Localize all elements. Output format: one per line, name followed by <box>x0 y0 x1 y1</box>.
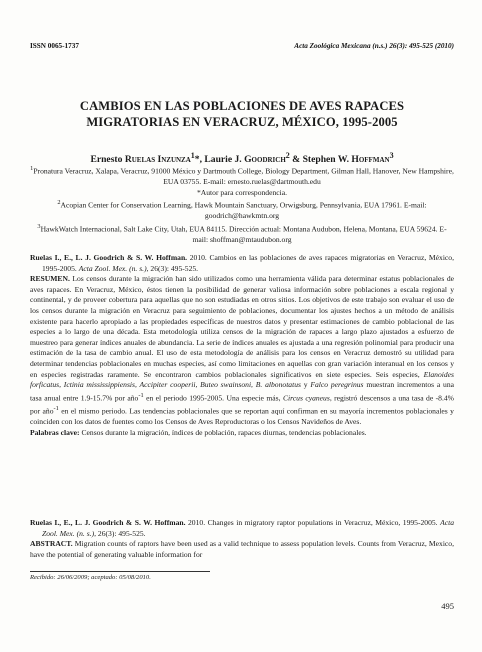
affiliation-2 <box>30 198 454 222</box>
affiliation-3-sup: 3 <box>37 223 41 231</box>
author-1-mark: *, <box>194 154 205 166</box>
palabras-clave-text: Censos durante la migración, índices de población, rapaces diurnas, tendencias poblacionales. <box>79 427 367 437</box>
spanish-abstract <box>30 253 454 438</box>
spanish-citation <box>30 253 454 274</box>
resumen-text-2: muestran incrementos a una tasa anual entre 1.9-15.7% por año <box>30 380 455 403</box>
article-title <box>30 98 454 130</box>
spanish-citation-text: 2010. Cambios en las poblaciones de aves rapaces migratorias en Veracruz, México, 1995-2005. <box>42 253 454 273</box>
palabras-clave <box>30 428 454 439</box>
affiliation-3 <box>30 222 454 246</box>
author-3-first: Stephen W. <box>302 154 352 166</box>
correspondence-note <box>30 188 454 199</box>
correspondence-text: *Autor para correspondencia. <box>196 187 288 197</box>
author-1-first: Ernesto <box>90 154 125 166</box>
author-ampersand: & <box>289 154 303 166</box>
species-falco: Falco peregrinus <box>310 380 364 390</box>
species-list-1: Elanoides forficatus, Ictinia mississippiensis, Accipiter cooperii, Buteo swainsoni, B. albonotatus <box>30 369 454 390</box>
received-date-note: Recibido: 26/06/2009; aceptado: 05/08/2010. <box>30 574 151 581</box>
author-1-surname: Ruelas Inzunza <box>124 154 191 166</box>
title-line-1: CAMBIOS EN LAS POBLACIONES DE AVES RAPACES <box>79 99 405 113</box>
author-1-affil-sup: 1 <box>190 151 195 160</box>
affiliation-1 <box>30 164 454 188</box>
author-2-first: Laurie J. <box>204 154 245 166</box>
footnote-divider <box>30 571 210 572</box>
species-circus: Circus cyaneus <box>282 393 330 403</box>
palabras-clave-label: Palabras clave: <box>30 427 80 437</box>
affiliations <box>30 164 454 246</box>
per-year-sup-1: -1 <box>138 391 144 399</box>
author-3-affil-sup: 3 <box>389 151 394 160</box>
abstract-label: ABSTRACT. <box>30 539 73 549</box>
affiliation-1-sup: 1 <box>30 165 34 172</box>
affiliation-3-text: HawkWatch Internacional, Salt Lake City, Utah, EUA 84115. Dirección actual: Montana Audubon, Helena, Montana, EUA 59624. E-mail: shoffman@mtaudubon.org <box>40 224 447 245</box>
resumen-paragraph <box>30 274 454 427</box>
english-abstract <box>30 518 454 560</box>
english-citation-authors: Ruelas I., E., L. J. Goodrich & S. W. Hoffman. <box>30 518 186 527</box>
resumen-text-4: , registró descensos a una tasa de -8.4% por año <box>30 393 455 416</box>
english-citation-tail: 26(3): 495-525. <box>96 528 146 538</box>
author-3-surname: Hoffman <box>351 154 390 166</box>
journal-citation: Acta Zoológica Mexicana (n.s.) 26(3): 495-525 (2010) <box>294 42 454 50</box>
resumen-text-5: en el mismo periodo. Las tendencias poblacionales que se reportan aquí confirman en su mayoría incrementos poblacionales y coinciden con los datos de fuentes como los Censos de Aves Reproductoras o los Censos Navideños de Aves. <box>30 406 454 426</box>
resumen-label: RESUMEN. <box>30 274 70 284</box>
affiliation-2-sup: 2 <box>57 199 61 207</box>
abstract-text: Migration counts of raptors have been used as a valid technique to assess population levels. Counts from Veracruz, Mexico, have the potential of generating valuable information for <box>30 539 454 559</box>
affiliation-2-text: Acopian Center for Conservation Learning, Hawk Mountain Sanctuary, Orwigsburg, Pennsylvania, EUA 17961. E-mail: goodrich@hawkmtn.org <box>60 200 427 221</box>
page-number: 495 <box>441 601 454 611</box>
per-year-sup-2: -1 <box>53 404 59 412</box>
resumen-and: y <box>300 380 311 390</box>
english-citation <box>30 518 454 539</box>
english-citation-journal: Acta Zool. Mex. (n. s.), <box>42 518 454 538</box>
running-header <box>30 42 454 50</box>
issn: ISSN 0065-1737 <box>30 42 79 50</box>
resumen-text-1: Los censos durante la migración han sido utilizados como una herramienta válida para determinar estatus poblacionales de aves rapaces. En Veracruz, México, éstos tienen la posibilidad de generar valiosa información sobre poblaciones a escala regional y continental, y de proveer cobertura para aquellas que no son estudiadas en otros sitios. Los objetivos de este trabajo son evaluar el uso de los censos durante la migración en Veracruz para seguimiento de poblaciones, documentar los ajustes hechos a un método de análisis existente para hacerlo apropiado a las propiedades específicas de nuestros datos y presentar estimaciones de cambio poblacional de las especies a lo largo de una década. Esta metodología utiliza censos de la migración de rapaces a largo plazo ajustados a esfuerzo de muestreo para generar índices anuales de abundancia. La serie de índices anuales es ajustada a una regresión polinomial para producir una estimación de la tasa de cambio anual. El uso de esta metodología de análisis para los censos en Veracruz demostró su utilidad para determinar tendencias poblacionales en muchas especies, así como limitaciones en aquellas con gran variación interanual en los censos y en especies registradas raramente. Se encontraron cambios poblacionales significativos en siete especies. Seis especies, <box>30 274 454 379</box>
affiliation-1-text: Pronatura Veracruz, Xalapa, Veracruz, 91000 México y Dartmouth College, Biology Department, Gilman Hall, Hanover, New Hampshire, EUA 03755. E-mail: ernesto.ruelas@dartmouth.edu <box>33 166 454 187</box>
resumen-text-3: en el periodo 1995-2005. Una especie más, <box>143 393 283 403</box>
english-citation-text: 2010. Changes in migratory raptor populations in Veracruz, México, 1995-2005. <box>185 518 441 527</box>
title-line-2: MIGRATORIAS EN VERACRUZ, MÉXICO, 1995-2005 <box>86 115 398 129</box>
spanish-citation-tail: 26(3): 495-525. <box>148 263 199 273</box>
abstract-paragraph <box>30 539 454 560</box>
author-2-affil-sup: 2 <box>285 151 290 160</box>
author-2-surname: Goodrich <box>244 154 286 166</box>
spanish-citation-journal: Acta Zool. Mex. (n. s.), <box>78 263 149 273</box>
spanish-citation-authors: Ruelas I., E., L. J. Goodrich & S. W. Hoffman. <box>30 253 188 262</box>
